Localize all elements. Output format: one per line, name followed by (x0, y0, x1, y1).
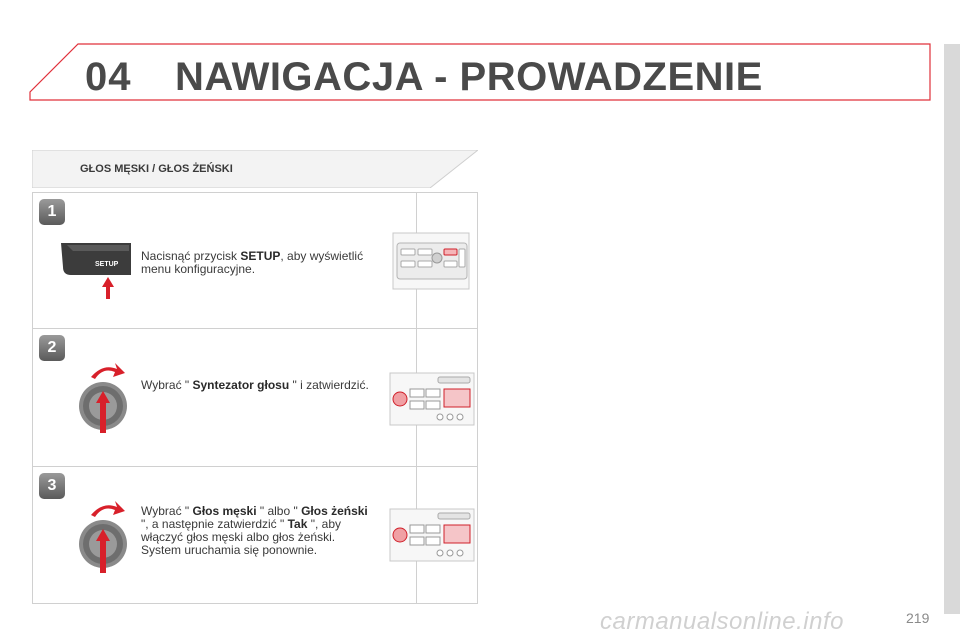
radio-panel-thumbnail-3 (388, 507, 476, 563)
step-row-1 (33, 193, 477, 329)
step-2-text-b: Syntezator głosu (192, 378, 290, 392)
step-3-text-b: Głos męski (192, 504, 257, 518)
step-1-text-b: SETUP (240, 249, 281, 263)
step-3-text-c: " albo " (256, 504, 302, 518)
step-3-text-e: ", a następnie zatwierdzić " (141, 517, 288, 531)
radio-panel-thumbnail-1 (391, 231, 471, 291)
step-number-badge: 1 (39, 199, 65, 225)
step-3-text (141, 505, 371, 557)
section-title: GŁOS MĘSKI / GŁOS ŻEŃSKI (80, 163, 233, 175)
step-2-text-c: " i zatwierdzić. (289, 378, 369, 392)
step-1-text (141, 250, 371, 276)
chapter-number: 04 (85, 55, 132, 99)
step-3-text-d: Głos żeński (301, 504, 368, 518)
page-number: 219 (906, 610, 930, 626)
step-1-text-c: , aby wyświetlić menu konfiguracyjne. (141, 249, 364, 276)
rotary-knob-press-icon (73, 497, 133, 579)
steps-table (32, 192, 478, 604)
step-2-text-a: Wybrać " (141, 378, 193, 392)
setup-button-icon (61, 243, 131, 301)
step-row-2 (33, 329, 477, 467)
chapter-header (0, 0, 960, 110)
rotary-knob-press-icon (73, 359, 133, 439)
step-3-text-f: Tak (287, 517, 308, 531)
step-3-text-a: Wybrać " (141, 504, 193, 518)
step-number-badge: 2 (39, 335, 65, 361)
watermark: carmanualsonline.info (600, 608, 844, 635)
page-side-bar (944, 44, 960, 614)
radio-panel-thumbnail-2 (388, 371, 476, 427)
step-3-text-g: ", aby włączyć głos męski albo głos żeński. System uruchamia się ponownie. (141, 517, 341, 557)
page-title: NAWIGACJA - PROWADZENIE (175, 55, 763, 99)
setup-button-label: SETUP (95, 261, 119, 268)
step-row-3 (33, 467, 477, 603)
step-1-text-a: Nacisnąć przycisk (141, 249, 241, 263)
step-2-text (141, 379, 371, 392)
step-number-badge: 3 (39, 473, 65, 499)
